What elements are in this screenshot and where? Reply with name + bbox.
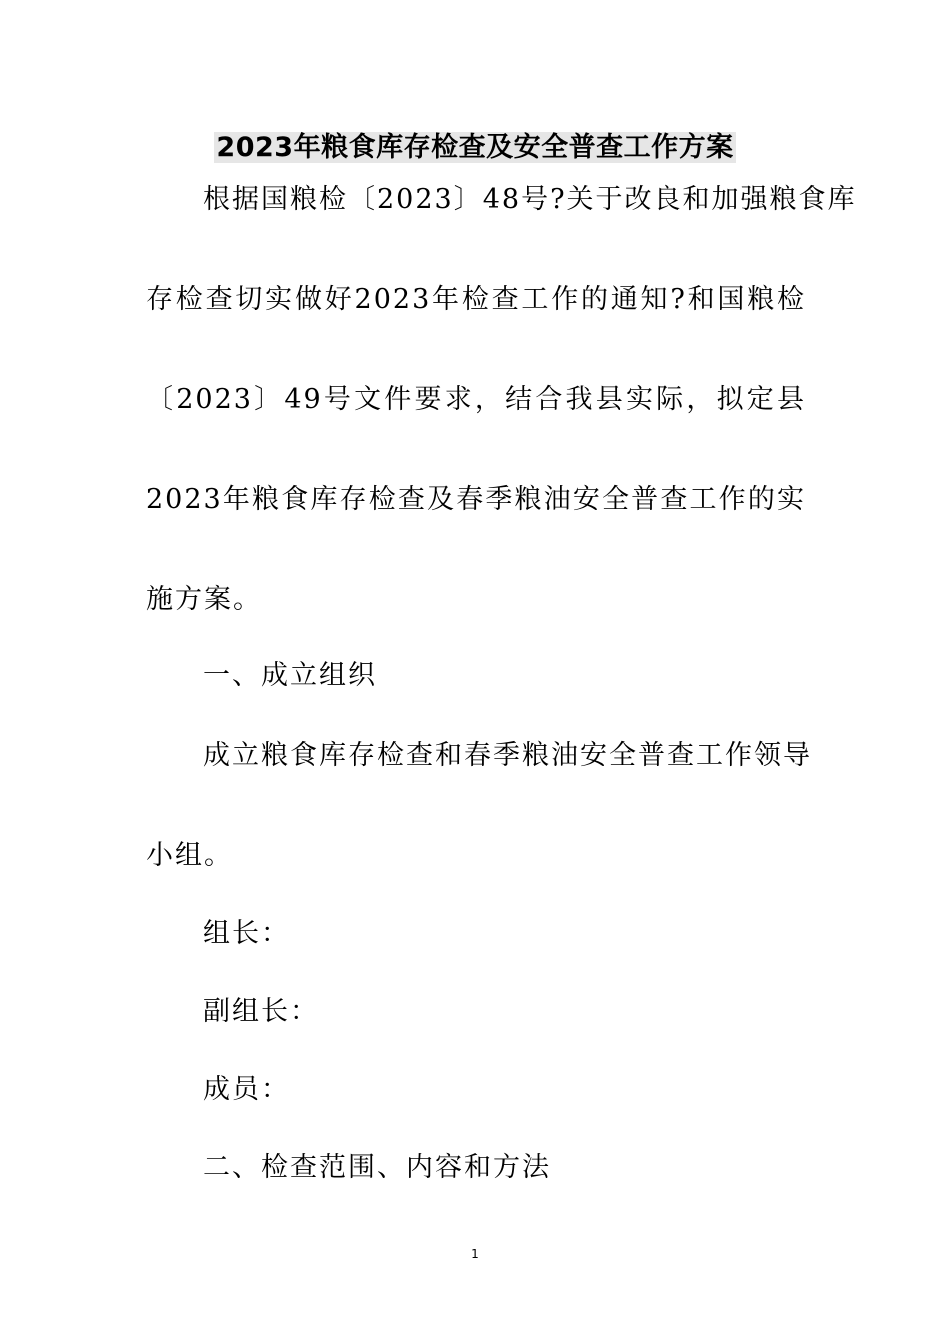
section-1-line-2: 小组。 [146, 840, 233, 871]
section-2-heading: 二、检查范围、内容和方法 [203, 1152, 551, 1183]
leader-label: 组长： [203, 918, 290, 949]
members-label: 成员： [203, 1074, 290, 1105]
deputy-leader-label: 副组长： [203, 996, 319, 1027]
page-number: 1 [471, 1247, 479, 1261]
intro-line-3: 〔2023〕49号文件要求，结合我县实际，拟定县 [146, 384, 806, 415]
intro-line-5: 施方案。 [146, 584, 262, 615]
intro-line-1: 根据国粮检〔2023〕48号?关于改良和加强粮食库 [203, 184, 857, 215]
section-1-heading: 一、成立组织 [203, 660, 377, 691]
document-title-text: 2023年粮食库存检查及安全普查工作方案 [216, 132, 734, 163]
intro-line-4: 2023年粮食库存检查及春季粮油安全普查工作的实 [146, 484, 806, 515]
intro-line-2: 存检查切实做好2023年检查工作的通知?和国粮检 [146, 284, 806, 315]
document-title [0, 128, 950, 168]
section-1-line-1: 成立粮食库存检查和春季粮油安全普查工作领导 [203, 740, 812, 771]
